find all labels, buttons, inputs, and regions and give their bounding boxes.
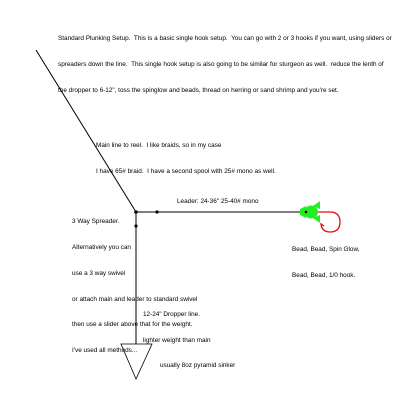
spreader-note-2: Alternatively you can xyxy=(72,243,131,251)
intro-text xyxy=(58,18,392,104)
sinker-label: usually 8oz pyramid sinker xyxy=(160,362,236,369)
bait-note xyxy=(292,229,360,289)
intro-line-2: spreaders down the line. This single hook setup is also going to be similar for sturgeon as well. reduce the lenth of xyxy=(58,60,384,68)
dropper-note-1: 12-24" Dropper line. xyxy=(143,311,200,319)
bait-note-1: Bead, Bead, Spin Glow, xyxy=(292,246,360,254)
spreader-note-3: use a 3 way swivel xyxy=(72,269,126,277)
main-line-note xyxy=(96,125,276,185)
dropper-note xyxy=(143,294,211,354)
dropper-note-2: lighter weight than main xyxy=(143,336,211,344)
spreader-note-6: I've used all methods... xyxy=(72,347,138,355)
spreader-note-4: or attach main and leader to standard swivel xyxy=(72,295,198,303)
spreader-note-1: 3 Way Spreader. xyxy=(72,218,120,226)
main-line-note-1: Main line to reel. I like braids, so in my case xyxy=(96,142,222,150)
bait-note-2: Bead, Bead, 1/0 hook. xyxy=(292,271,356,279)
leader-label: Leader: 24-36" 25-40# mono xyxy=(177,198,259,205)
intro-line-1: Standard Plunking Setup. This is a basic single hook setup. You can go with 2 or 3 hooks if you want, using sliders or xyxy=(58,35,392,43)
main-line-note-2: I have 65# braid. I have a second spool with 25# mono as well. xyxy=(96,167,276,175)
spreader-note-5: then use a slider above that for the weight. xyxy=(72,321,193,329)
intro-line-3: the dropper to 6-12", toss the spinglow and beads, thread on herring or sand shrimp and you're set. xyxy=(58,86,339,94)
spin-glow xyxy=(300,201,320,223)
